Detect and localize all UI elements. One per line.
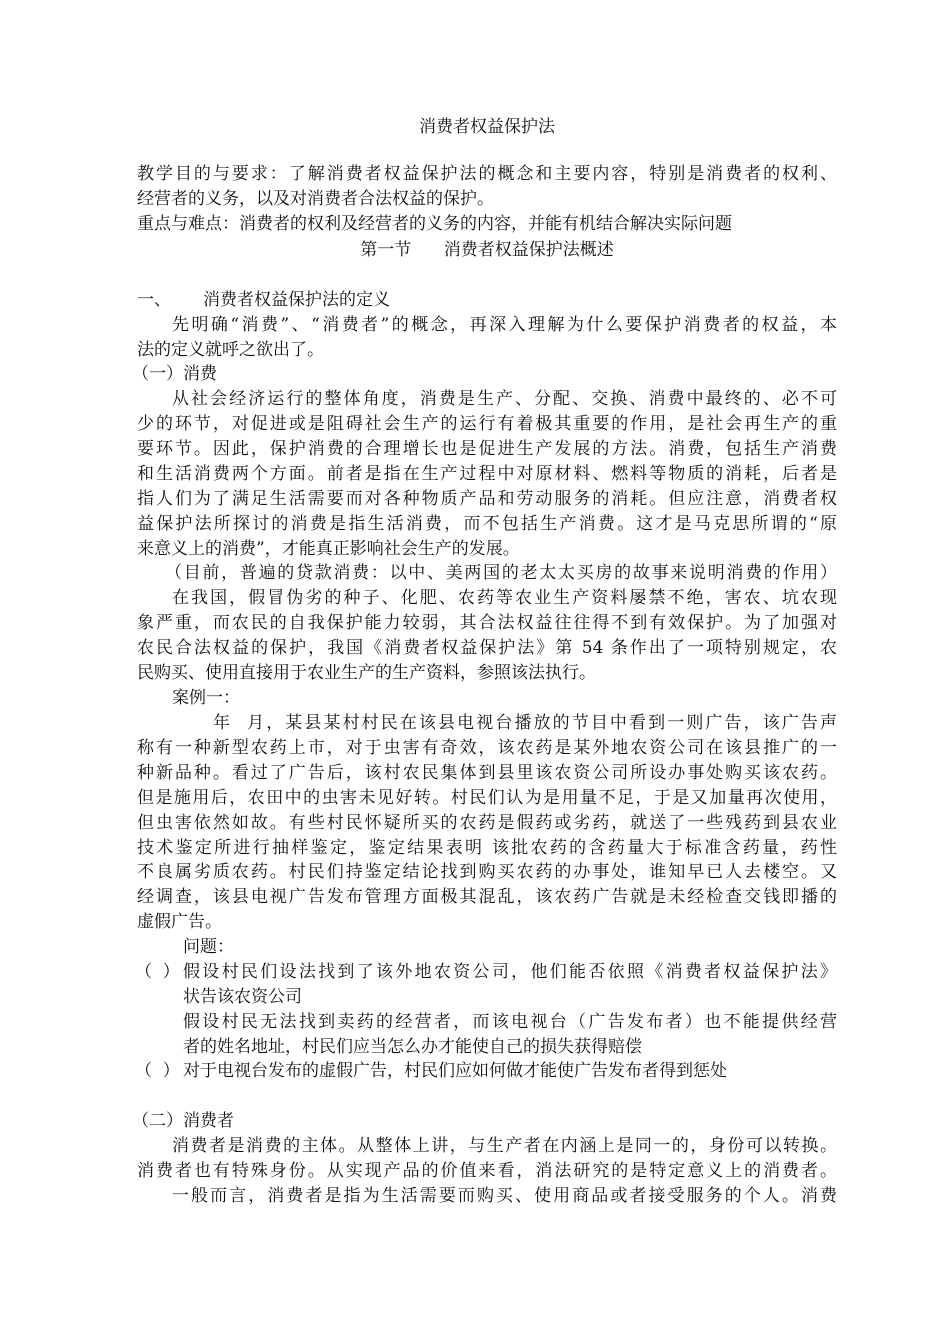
question-2-line: 假设村民无法找到卖药的经营者，而该电视台（广告发布者）也不能提供经营 [183,1012,837,1032]
section-title: 第一节 消费者权益保护法概述 [360,240,614,260]
page-title: 消费者权益保护法 [419,117,555,137]
case-line: 虚假广告。 [137,912,222,932]
case-line: 年 月，某县某村村民在该县电视台播放的节目中看到一则广告，该广告声 [213,713,837,733]
paragraph-line: 益保护法所探讨的消费是指生活消费，而不包括生产消费。这才是马克思所谓的“原 [137,514,837,534]
paragraph-line: 和生活消费两个方面。前者是指在生产过程中对原材料、燃料等物质的消耗，后者是 [137,464,837,484]
paragraph-line: 法的定义就呼之欲出了。 [137,340,324,360]
paragraph-line: 少的环节，对促进或是阻碍社会生产的运行有着极其重要的作用，是社会再生产的重 [137,414,837,434]
paragraph-line: 来意义上的消费”，才能真正影响社会生产的发展。 [137,539,520,559]
paragraph-line: 农民合法权益的保护，我国《消费者权益保护法》第 54 条作出了一项特别规定，农 [137,638,837,658]
question-3-marker: （ ） [135,1061,180,1081]
paragraph-line: 指人们为了满足生活需要而对各种物质产品和劳动服务的消耗。但应注意，消费者权 [137,489,837,509]
paragraph-line: 一般而言，消费者是指为生活需要而购买、使用商品或者接受服务的个人。消费 [172,1186,837,1206]
paragraph-line: 从社会经济运行的整体角度，消费是生产、分配、交换、消费中最终的、必不可 [172,389,837,409]
paragraph-line: 先明确“消费”、“消费者”的概念，再深入理解为什么要保护消费者的权益，本 [172,315,837,335]
objectives-line: 教学目的与要求：了解消费者权益保护法的概念和主要内容，特别是消费者的权利、 [137,164,837,184]
note-line: （目前，普遍的贷款消费：以中、美两国的老太太买房的故事来说明消费的作用） [165,563,837,583]
case-label: 案例一： [172,688,240,708]
paragraph-line: 在我国，假冒伪劣的种子、化肥、农药等农业生产资料屡禁不绝，害农、坑农现 [172,588,837,608]
paragraph-line: 消费者是消费的主体。从整体上讲，与生产者在内涵上是同一的，身份可以转换。 [172,1136,837,1156]
question-2-line: 者的姓名地址，村民们应当怎么办才能使自己的损失获得赔偿 [183,1037,642,1057]
paragraph-line: 民购买、使用直接用于农业生产的生产资料，参照该法执行。 [137,663,596,683]
question-1-line: 状告该农资公司 [183,987,302,1007]
subheading-consumer: （二）消费者 [132,1111,234,1131]
paragraph-line: 象严重，而农民的自我保护能力较弱，其合法权益往往得不到有效保护。为了加强对 [137,613,837,633]
case-line: 称有一种新型农药上市，对于虫害有奇效，该农药是某外地农资公司在该县推广的一 [137,738,837,758]
case-line: 不良属劣质农药。村民们持鉴定结论找到购买农药的办事处，谁知早已人去楼空。又 [137,862,837,882]
heading-1-text: 消费者权益保护法的定义 [203,290,390,310]
question-1-line: 假设村民们设法找到了该外地农资公司，他们能否依照《消费者权益保护法》 [183,962,837,982]
question-3-line: 对于电视台发布的虚假广告，村民们应如何做才能使广告发布者得到惩处 [183,1061,727,1081]
objectives-line: 经营者的义务，以及对消费者合法权益的保护。 [137,189,494,209]
case-line: 种新品种。看过了广告后，该村农民集体到县里该农资公司所设办事处购买该农药。 [137,763,837,783]
case-line: 但是施用后，农田中的虫害未见好转。村民们认为是用量不足，于是又加量再次使用， [137,788,837,808]
heading-1-number: 一、 [137,290,171,310]
question-1-marker: （ ） [135,962,180,982]
case-line: 但虫害依然如故。有些村民怀疑所买的农药是假药或劣药，就送了一些残药到县农业 [137,813,837,833]
case-line: 技术鉴定所进行抽样鉴定，鉴定结果表明 该批农药的含药量大于标准含药量，药性 [137,838,837,858]
paragraph-line: 要环节。因此，保护消费的合理增长也是促进生产发展的方法。消费，包括生产消费 [137,439,837,459]
paragraph-line: 消费者也有特殊身份。从实现产品的价值来看，消法研究的是特定意义上的消费者。 [137,1161,837,1181]
case-line: 经调查，该县电视广告发布管理方面极其混乱，该农药广告就是未经检查交钱即播的 [137,887,837,907]
key-points-line: 重点与难点：消费者的权利及经营者的义务的内容，并能有机结合解决实际问题 [137,214,732,234]
subheading-consumption: （一）消费 [132,364,217,384]
questions-label: 问题： [183,937,234,957]
